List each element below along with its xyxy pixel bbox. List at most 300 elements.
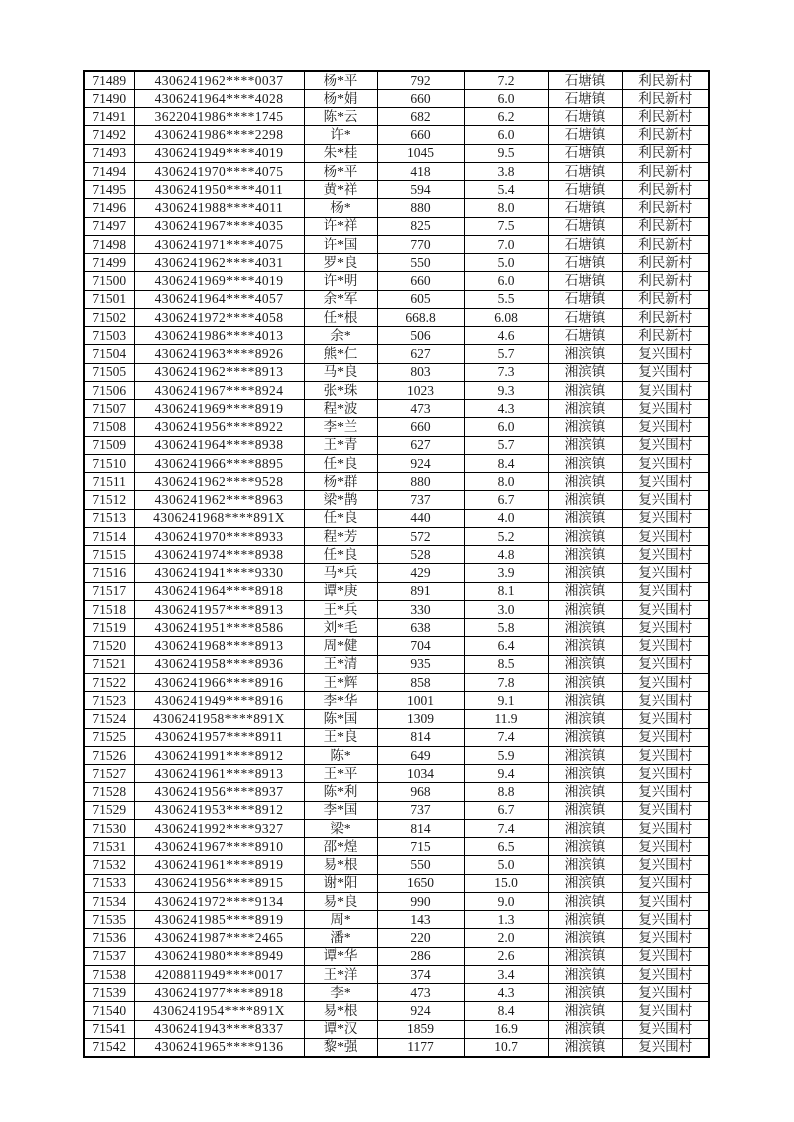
table-row [84, 491, 709, 509]
value-cell: 2.0 [464, 929, 548, 947]
town-cell: 石塘镇 [548, 327, 622, 345]
amount-cell: 737 [377, 491, 464, 509]
value-cell: 7.4 [464, 819, 548, 837]
id-number-cell: 4306241967****4035 [134, 217, 304, 235]
town-cell: 湘滨镇 [548, 984, 622, 1002]
serial-cell: 71530 [84, 819, 134, 837]
name-cell: 杨* [304, 199, 377, 217]
town-cell: 石塘镇 [548, 217, 622, 235]
value-cell: 9.5 [464, 144, 548, 162]
town-cell: 湘滨镇 [548, 381, 622, 399]
town-cell: 湘滨镇 [548, 783, 622, 801]
amount-cell: 682 [377, 108, 464, 126]
serial-cell: 71522 [84, 673, 134, 691]
amount-cell: 506 [377, 327, 464, 345]
amount-cell: 572 [377, 527, 464, 545]
town-cell: 石塘镇 [548, 71, 622, 89]
serial-cell: 71498 [84, 235, 134, 253]
town-cell: 湘滨镇 [548, 418, 622, 436]
id-number-cell: 4306241962****9528 [134, 473, 304, 491]
name-cell: 潘* [304, 929, 377, 947]
village-cell: 复兴围村 [622, 381, 709, 399]
town-cell: 石塘镇 [548, 290, 622, 308]
village-cell: 复兴围村 [622, 1038, 709, 1056]
town-cell: 湘滨镇 [548, 363, 622, 381]
id-number-cell: 4306241958****891X [134, 710, 304, 728]
table-row [84, 217, 709, 235]
id-number-cell: 4306241970****4075 [134, 162, 304, 180]
table-row [84, 819, 709, 837]
value-cell: 6.0 [464, 126, 548, 144]
village-cell: 复兴围村 [622, 1002, 709, 1020]
table-row [84, 600, 709, 618]
serial-cell: 71504 [84, 345, 134, 363]
value-cell: 3.4 [464, 965, 548, 983]
table-row [84, 144, 709, 162]
id-number-cell: 4306241962****0037 [134, 71, 304, 89]
id-number-cell: 4306241965****9136 [134, 1038, 304, 1056]
id-number-cell: 4306241963****8926 [134, 345, 304, 363]
amount-cell: 594 [377, 181, 464, 199]
serial-cell: 71505 [84, 363, 134, 381]
serial-cell: 71533 [84, 874, 134, 892]
table-row [84, 1020, 709, 1038]
value-cell: 6.7 [464, 801, 548, 819]
serial-cell: 71489 [84, 71, 134, 89]
serial-cell: 71490 [84, 89, 134, 107]
town-cell: 湘滨镇 [548, 892, 622, 910]
name-cell: 李*兰 [304, 418, 377, 436]
town-cell: 湘滨镇 [548, 600, 622, 618]
id-number-cell: 4306241987****2465 [134, 929, 304, 947]
town-cell: 湘滨镇 [548, 527, 622, 545]
town-cell: 湘滨镇 [548, 436, 622, 454]
serial-cell: 71494 [84, 162, 134, 180]
amount-cell: 660 [377, 272, 464, 290]
table-row [84, 947, 709, 965]
name-cell: 易*良 [304, 892, 377, 910]
id-number-cell: 4306241950****4011 [134, 181, 304, 199]
value-cell: 15.0 [464, 874, 548, 892]
village-cell: 利民新村 [622, 327, 709, 345]
name-cell: 任*良 [304, 454, 377, 472]
village-cell: 复兴围村 [622, 454, 709, 472]
name-cell: 程*芳 [304, 527, 377, 545]
serial-cell: 71510 [84, 454, 134, 472]
value-cell: 7.3 [464, 363, 548, 381]
serial-cell: 71531 [84, 838, 134, 856]
table-row [84, 801, 709, 819]
id-number-cell: 4306241985****8919 [134, 911, 304, 929]
value-cell: 4.3 [464, 400, 548, 418]
serial-cell: 71507 [84, 400, 134, 418]
value-cell: 7.2 [464, 71, 548, 89]
name-cell: 马*兵 [304, 564, 377, 582]
id-number-cell: 4306241986****2298 [134, 126, 304, 144]
id-number-cell: 4306241964****8918 [134, 582, 304, 600]
serial-cell: 71511 [84, 473, 134, 491]
village-cell: 利民新村 [622, 272, 709, 290]
table-row [84, 363, 709, 381]
serial-cell: 71516 [84, 564, 134, 582]
village-cell: 复兴围村 [622, 984, 709, 1002]
name-cell: 刘*毛 [304, 619, 377, 637]
amount-cell: 715 [377, 838, 464, 856]
id-number-cell: 4306241969****8919 [134, 400, 304, 418]
amount-cell: 668.8 [377, 308, 464, 326]
id-number-cell: 4306241971****4075 [134, 235, 304, 253]
name-cell: 周*健 [304, 637, 377, 655]
name-cell: 余* [304, 327, 377, 345]
town-cell: 湘滨镇 [548, 947, 622, 965]
name-cell: 许*祥 [304, 217, 377, 235]
amount-cell: 891 [377, 582, 464, 600]
value-cell: 1.3 [464, 911, 548, 929]
town-cell: 湘滨镇 [548, 746, 622, 764]
town-cell: 湘滨镇 [548, 637, 622, 655]
table-row [84, 527, 709, 545]
village-cell: 利民新村 [622, 217, 709, 235]
village-cell: 复兴围村 [622, 710, 709, 728]
table-row [84, 89, 709, 107]
id-number-cell: 4306241953****8912 [134, 801, 304, 819]
table-row [84, 126, 709, 144]
table-row [84, 728, 709, 746]
id-number-cell: 4306241956****8937 [134, 783, 304, 801]
value-cell: 4.8 [464, 546, 548, 564]
village-cell: 复兴围村 [622, 400, 709, 418]
table-row [84, 692, 709, 710]
value-cell: 3.9 [464, 564, 548, 582]
amount-cell: 1859 [377, 1020, 464, 1038]
town-cell: 湘滨镇 [548, 655, 622, 673]
value-cell: 6.4 [464, 637, 548, 655]
id-number-cell: 4306241969****4019 [134, 272, 304, 290]
name-cell: 黎*强 [304, 1038, 377, 1056]
table-row [84, 272, 709, 290]
table-row [84, 965, 709, 983]
table-row [84, 345, 709, 363]
id-number-cell: 4306241964****8938 [134, 436, 304, 454]
id-number-cell: 4306241972****4058 [134, 308, 304, 326]
village-cell: 复兴围村 [622, 637, 709, 655]
table-row [84, 856, 709, 874]
name-cell: 许*国 [304, 235, 377, 253]
amount-cell: 660 [377, 89, 464, 107]
village-cell: 复兴围村 [622, 965, 709, 983]
town-cell: 石塘镇 [548, 199, 622, 217]
id-number-cell: 4306241941****9330 [134, 564, 304, 582]
id-number-cell: 4306241951****8586 [134, 619, 304, 637]
town-cell: 石塘镇 [548, 308, 622, 326]
value-cell: 6.0 [464, 89, 548, 107]
amount-cell: 990 [377, 892, 464, 910]
amount-cell: 473 [377, 984, 464, 1002]
village-cell: 复兴围村 [622, 783, 709, 801]
value-cell: 4.0 [464, 509, 548, 527]
village-cell: 复兴围村 [622, 491, 709, 509]
amount-cell: 627 [377, 345, 464, 363]
amount-cell: 803 [377, 363, 464, 381]
amount-cell: 638 [377, 619, 464, 637]
name-cell: 王*平 [304, 765, 377, 783]
name-cell: 王*青 [304, 436, 377, 454]
amount-cell: 924 [377, 454, 464, 472]
serial-cell: 71518 [84, 600, 134, 618]
value-cell: 3.8 [464, 162, 548, 180]
value-cell: 7.5 [464, 217, 548, 235]
beneficiary-table [83, 70, 710, 1058]
serial-cell: 71515 [84, 546, 134, 564]
town-cell: 湘滨镇 [548, 491, 622, 509]
table-row [84, 71, 709, 89]
name-cell: 谭*华 [304, 947, 377, 965]
town-cell: 湘滨镇 [548, 838, 622, 856]
amount-cell: 286 [377, 947, 464, 965]
amount-cell: 473 [377, 400, 464, 418]
id-number-cell: 4306241956****8915 [134, 874, 304, 892]
amount-cell: 528 [377, 546, 464, 564]
name-cell: 谭*庚 [304, 582, 377, 600]
town-cell: 石塘镇 [548, 144, 622, 162]
value-cell: 7.0 [464, 235, 548, 253]
town-cell: 湘滨镇 [548, 965, 622, 983]
village-cell: 复兴围村 [622, 1020, 709, 1038]
town-cell: 石塘镇 [548, 181, 622, 199]
name-cell: 李*华 [304, 692, 377, 710]
village-cell: 复兴围村 [622, 582, 709, 600]
name-cell: 余*军 [304, 290, 377, 308]
town-cell: 湘滨镇 [548, 801, 622, 819]
amount-cell: 935 [377, 655, 464, 673]
amount-cell: 814 [377, 728, 464, 746]
serial-cell: 71517 [84, 582, 134, 600]
town-cell: 湘滨镇 [548, 692, 622, 710]
name-cell: 杨*群 [304, 473, 377, 491]
name-cell: 谭*汉 [304, 1020, 377, 1038]
value-cell: 5.0 [464, 856, 548, 874]
name-cell: 周* [304, 911, 377, 929]
serial-cell: 71496 [84, 199, 134, 217]
value-cell: 9.1 [464, 692, 548, 710]
town-cell: 湘滨镇 [548, 546, 622, 564]
value-cell: 3.0 [464, 600, 548, 618]
amount-cell: 1001 [377, 692, 464, 710]
value-cell: 8.5 [464, 655, 548, 673]
village-cell: 复兴围村 [622, 527, 709, 545]
table-row [84, 911, 709, 929]
value-cell: 9.0 [464, 892, 548, 910]
village-cell: 复兴围村 [622, 436, 709, 454]
name-cell: 梁*鹊 [304, 491, 377, 509]
amount-cell: 660 [377, 126, 464, 144]
table-row [84, 254, 709, 272]
amount-cell: 792 [377, 71, 464, 89]
table-row [84, 400, 709, 418]
amount-cell: 550 [377, 856, 464, 874]
town-cell: 湘滨镇 [548, 765, 622, 783]
value-cell: 16.9 [464, 1020, 548, 1038]
id-number-cell: 4306241988****4011 [134, 199, 304, 217]
id-number-cell: 4306241968****8913 [134, 637, 304, 655]
table-row [84, 235, 709, 253]
table-row [84, 327, 709, 345]
name-cell: 任*良 [304, 509, 377, 527]
town-cell: 湘滨镇 [548, 1020, 622, 1038]
table-row [84, 619, 709, 637]
name-cell: 王*良 [304, 728, 377, 746]
serial-cell: 71513 [84, 509, 134, 527]
table-row [84, 454, 709, 472]
serial-cell: 71539 [84, 984, 134, 1002]
amount-cell: 330 [377, 600, 464, 618]
village-cell: 利民新村 [622, 162, 709, 180]
id-number-cell: 3622041986****1745 [134, 108, 304, 126]
village-cell: 复兴围村 [622, 728, 709, 746]
town-cell: 湘滨镇 [548, 728, 622, 746]
town-cell: 湘滨镇 [548, 473, 622, 491]
value-cell: 8.1 [464, 582, 548, 600]
value-cell: 5.7 [464, 436, 548, 454]
id-number-cell: 4306241964****4028 [134, 89, 304, 107]
name-cell: 陈*云 [304, 108, 377, 126]
table-body [84, 71, 709, 1057]
serial-cell: 71499 [84, 254, 134, 272]
table-row [84, 199, 709, 217]
amount-cell: 858 [377, 673, 464, 691]
town-cell: 湘滨镇 [548, 454, 622, 472]
id-number-cell: 4306241977****8918 [134, 984, 304, 1002]
village-cell: 利民新村 [622, 181, 709, 199]
serial-cell: 71534 [84, 892, 134, 910]
name-cell: 杨*平 [304, 71, 377, 89]
value-cell: 4.6 [464, 327, 548, 345]
town-cell: 湘滨镇 [548, 345, 622, 363]
table-row [84, 418, 709, 436]
amount-cell: 737 [377, 801, 464, 819]
value-cell: 6.0 [464, 272, 548, 290]
id-number-cell: 4306241966****8916 [134, 673, 304, 691]
serial-cell: 71519 [84, 619, 134, 637]
serial-cell: 71497 [84, 217, 134, 235]
village-cell: 复兴围村 [622, 418, 709, 436]
value-cell: 7.4 [464, 728, 548, 746]
serial-cell: 71535 [84, 911, 134, 929]
id-number-cell: 4306241962****4031 [134, 254, 304, 272]
value-cell: 10.7 [464, 1038, 548, 1056]
id-number-cell: 4306241961****8919 [134, 856, 304, 874]
name-cell: 王*辉 [304, 673, 377, 691]
table-row [84, 308, 709, 326]
id-number-cell: 4306241957****8913 [134, 600, 304, 618]
id-number-cell: 4306241962****8963 [134, 491, 304, 509]
town-cell: 湘滨镇 [548, 929, 622, 947]
village-cell: 复兴围村 [622, 473, 709, 491]
town-cell: 湘滨镇 [548, 819, 622, 837]
name-cell: 谢*阳 [304, 874, 377, 892]
id-number-cell: 4208811949****0017 [134, 965, 304, 983]
table-row [84, 436, 709, 454]
amount-cell: 1045 [377, 144, 464, 162]
serial-cell: 71521 [84, 655, 134, 673]
id-number-cell: 4306241992****9327 [134, 819, 304, 837]
table-row [84, 582, 709, 600]
name-cell: 马*良 [304, 363, 377, 381]
value-cell: 2.6 [464, 947, 548, 965]
town-cell: 石塘镇 [548, 235, 622, 253]
name-cell: 梁* [304, 819, 377, 837]
town-cell: 湘滨镇 [548, 874, 622, 892]
village-cell: 复兴围村 [622, 564, 709, 582]
amount-cell: 814 [377, 819, 464, 837]
id-number-cell: 4306241986****4013 [134, 327, 304, 345]
id-number-cell: 4306241962****8913 [134, 363, 304, 381]
town-cell: 石塘镇 [548, 254, 622, 272]
table-row [84, 546, 709, 564]
value-cell: 8.8 [464, 783, 548, 801]
town-cell: 石塘镇 [548, 272, 622, 290]
name-cell: 程*波 [304, 400, 377, 418]
village-cell: 复兴围村 [622, 655, 709, 673]
town-cell: 湘滨镇 [548, 1038, 622, 1056]
village-cell: 复兴围村 [622, 345, 709, 363]
village-cell: 复兴围村 [622, 911, 709, 929]
value-cell: 6.5 [464, 838, 548, 856]
id-number-cell: 4306241961****8913 [134, 765, 304, 783]
village-cell: 利民新村 [622, 308, 709, 326]
name-cell: 罗*良 [304, 254, 377, 272]
village-cell: 复兴围村 [622, 929, 709, 947]
town-cell: 湘滨镇 [548, 509, 622, 527]
village-cell: 复兴围村 [622, 619, 709, 637]
village-cell: 复兴围村 [622, 363, 709, 381]
id-number-cell: 4306241949****8916 [134, 692, 304, 710]
value-cell: 5.2 [464, 527, 548, 545]
name-cell: 杨*娟 [304, 89, 377, 107]
name-cell: 许*明 [304, 272, 377, 290]
table-row [84, 162, 709, 180]
serial-cell: 71493 [84, 144, 134, 162]
town-cell: 湘滨镇 [548, 856, 622, 874]
serial-cell: 71541 [84, 1020, 134, 1038]
village-cell: 复兴围村 [622, 838, 709, 856]
amount-cell: 924 [377, 1002, 464, 1020]
value-cell: 8.0 [464, 199, 548, 217]
id-number-cell: 4306241972****9134 [134, 892, 304, 910]
value-cell: 6.08 [464, 308, 548, 326]
village-cell: 复兴围村 [622, 801, 709, 819]
amount-cell: 605 [377, 290, 464, 308]
village-cell: 复兴围村 [622, 856, 709, 874]
village-cell: 复兴围村 [622, 874, 709, 892]
name-cell: 陈*国 [304, 710, 377, 728]
name-cell: 王*洋 [304, 965, 377, 983]
id-number-cell: 4306241968****891X [134, 509, 304, 527]
village-cell: 利民新村 [622, 254, 709, 272]
village-cell: 复兴围村 [622, 673, 709, 691]
name-cell: 陈* [304, 746, 377, 764]
table-row [84, 509, 709, 527]
table-row [84, 1002, 709, 1020]
value-cell: 9.4 [464, 765, 548, 783]
serial-cell: 71520 [84, 637, 134, 655]
serial-cell: 71509 [84, 436, 134, 454]
amount-cell: 704 [377, 637, 464, 655]
serial-cell: 71512 [84, 491, 134, 509]
village-cell: 利民新村 [622, 71, 709, 89]
value-cell: 5.9 [464, 746, 548, 764]
id-number-cell: 4306241967****8924 [134, 381, 304, 399]
